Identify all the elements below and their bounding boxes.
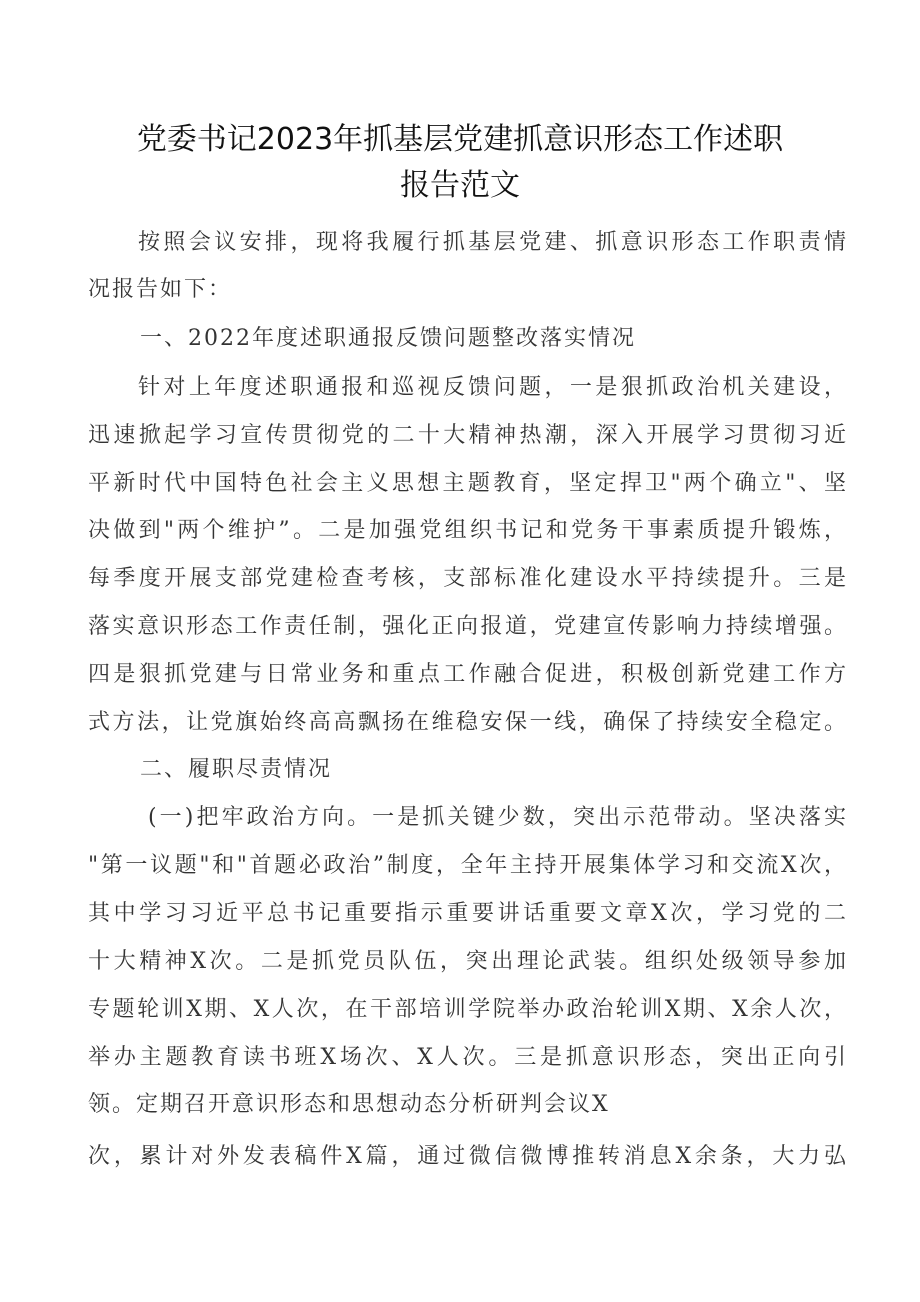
section2-line-3: 其中学习习近平总书记重要指示重要讲话重要文章X次，学习党的二 bbox=[88, 901, 848, 926]
intro-line-1: 按照会议安排，现将我履行抓基层党建、抓意识形态工作职责情 bbox=[138, 230, 848, 255]
section1-line-2: 迅速掀起学习宣传贯彻党的二十大精神热潮，深入开展学习贯彻习近 bbox=[88, 423, 848, 448]
document-title-line-2: 报告范文 bbox=[400, 168, 520, 203]
intro-line-2: 况报告如下： bbox=[88, 277, 233, 302]
document-title-line-1: 党委书记2023年抓基层党建抓意识形态工作述职 bbox=[136, 122, 784, 157]
section1-line-6: 落实意识形态工作责任制，强化正向报道，党建宣传影响力持续增强。 bbox=[88, 614, 848, 639]
section1-line-7: 四是狠抓党建与日常业务和重点工作融合促进，积极创新党建工作方 bbox=[88, 662, 848, 687]
section2-line-1: (一)把牢政治方向。一是抓关键少数，突出示范带动。坚决落实 bbox=[148, 805, 848, 830]
section2-line-7: 领。定期召开意识形态和思想动态分析研判会议X bbox=[88, 1092, 610, 1117]
section2-line-4: 十大精神X次。二是抓党员队伍，突出理论武装。组织处级领导参加 bbox=[88, 949, 848, 974]
section1-line-8: 式方法，让党旗始终高高飘扬在维稳安保一线，确保了持续安全稳定。 bbox=[88, 710, 848, 735]
section2-line-5: 专题轮训X期、X人次，在干部培训学院举办政治轮训X期、X余人次， bbox=[88, 997, 848, 1022]
section2-line-8: 次，累计对外发表稿件X篇，通过微信微博推转消息X余条，大力弘 bbox=[88, 1144, 848, 1169]
section1-line-5: 每季度开展支部党建检查考核，支部标准化建设水平持续提升。三是 bbox=[88, 566, 848, 591]
section2-heading: 二、履职尽责情况 bbox=[140, 757, 333, 782]
section1-line-1: 针对上年度述职通报和巡视反馈问题，一是狠抓政治机关建设， bbox=[138, 375, 848, 400]
section1-heading: 一、2022年度述职通报反馈问题整改落实情况 bbox=[140, 326, 636, 351]
section1-line-4: 决做到"两个维护”。二是加强党组织书记和党务干事素质提升锻炼， bbox=[88, 518, 848, 543]
section1-line-3: 平新时代中国特色社会主义思想主题教育，坚定捍卫"两个确立"、坚 bbox=[88, 471, 848, 496]
section2-line-6: 举办主题教育读书班X场次、X人次。三是抓意识形态，突出正向引 bbox=[88, 1045, 848, 1070]
section2-line-2: "第一议题"和"首题必政治”制度，全年主持开展集体学习和交流X次， bbox=[88, 853, 848, 878]
